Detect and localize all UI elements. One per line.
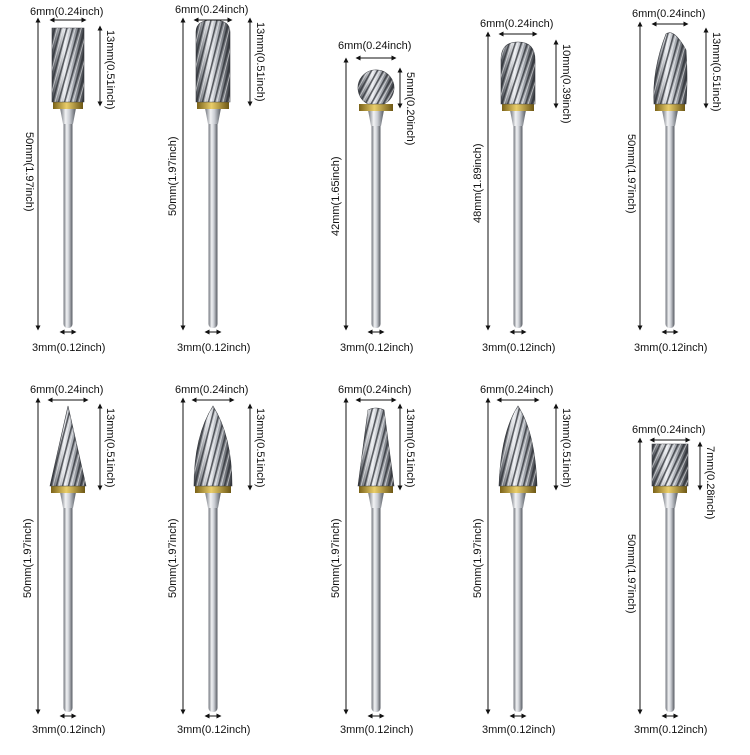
head-length-label: 13mm(0.51inch) bbox=[254, 408, 266, 488]
width-label: 6mm(0.24inch) bbox=[632, 8, 706, 20]
neck bbox=[368, 492, 384, 508]
neck bbox=[205, 492, 221, 508]
brass-collar bbox=[500, 486, 536, 493]
shank bbox=[514, 500, 523, 712]
brass-collar bbox=[197, 102, 229, 109]
shank bbox=[64, 500, 73, 712]
width-label: 6mm(0.24inch) bbox=[30, 384, 104, 396]
shank bbox=[514, 118, 523, 328]
head-length-label: 13mm(0.51inch) bbox=[404, 408, 416, 488]
neck bbox=[510, 492, 526, 508]
brass-collar bbox=[53, 102, 83, 109]
brass-collar bbox=[195, 486, 231, 493]
shank bbox=[64, 116, 73, 328]
width-label: 6mm(0.24inch) bbox=[175, 384, 249, 396]
neck bbox=[60, 492, 76, 508]
shank bbox=[209, 500, 218, 712]
shank-diameter-label: 3mm(0.12inch) bbox=[340, 724, 414, 736]
head-length-label: 10mm(0.39inch) bbox=[560, 44, 572, 124]
total-length-label: 42mm(1.65inch) bbox=[330, 156, 342, 236]
total-length-label: 50mm(1.97inch) bbox=[167, 136, 179, 216]
brass-collar bbox=[655, 104, 685, 111]
shank bbox=[372, 500, 381, 712]
shank bbox=[209, 116, 218, 328]
shank bbox=[666, 500, 675, 712]
total-length-label: 50mm(1.97inch) bbox=[167, 518, 179, 598]
brass-collar bbox=[359, 104, 393, 111]
total-length-label: 50mm(1.97inch) bbox=[472, 518, 484, 598]
neck bbox=[662, 492, 678, 508]
shank-diameter-label: 3mm(0.12inch) bbox=[634, 724, 708, 736]
head-length-label: 13mm(0.51inch) bbox=[104, 30, 116, 110]
head-length-label: 13mm(0.51inch) bbox=[254, 22, 266, 102]
total-length-label: 50mm(1.97inch) bbox=[625, 134, 637, 214]
shank-diameter-label: 3mm(0.12inch) bbox=[340, 342, 414, 354]
shank bbox=[372, 118, 381, 328]
width-label: 6mm(0.24inch) bbox=[338, 40, 412, 52]
brass-collar bbox=[51, 486, 85, 493]
shank-diameter-label: 3mm(0.12inch) bbox=[177, 342, 251, 354]
total-length-label: 50mm(1.97inch) bbox=[625, 534, 637, 614]
shank-diameter-label: 3mm(0.12inch) bbox=[482, 724, 556, 736]
total-length-label: 50mm(1.97inch) bbox=[22, 518, 34, 598]
neck bbox=[368, 110, 384, 126]
shank-diameter-label: 3mm(0.12inch) bbox=[32, 342, 106, 354]
head-length-label: 13mm(0.51inch) bbox=[104, 408, 116, 488]
head-length-label: 5mm(0.20inch) bbox=[404, 72, 416, 146]
total-length-label: 50mm(1.97inch) bbox=[23, 132, 35, 212]
width-label: 6mm(0.24inch) bbox=[175, 4, 249, 16]
width-label: 6mm(0.24inch) bbox=[480, 18, 554, 30]
brass-collar bbox=[359, 486, 393, 493]
total-length-label: 50mm(1.97inch) bbox=[330, 518, 342, 598]
head-length-label: 7mm(0.28inch) bbox=[704, 446, 716, 520]
brass-collar bbox=[502, 104, 534, 111]
shank-diameter-label: 3mm(0.12inch) bbox=[32, 724, 106, 736]
width-label: 6mm(0.24inch) bbox=[480, 384, 554, 396]
neck bbox=[60, 108, 76, 124]
width-label: 6mm(0.24inch) bbox=[338, 384, 412, 396]
head-length-label: 13mm(0.51inch) bbox=[710, 32, 722, 112]
shank-diameter-label: 3mm(0.12inch) bbox=[482, 342, 556, 354]
width-label: 6mm(0.24inch) bbox=[632, 424, 706, 436]
head-length-label: 13mm(0.51inch) bbox=[560, 408, 572, 488]
brass-collar bbox=[653, 486, 687, 493]
neck bbox=[205, 108, 221, 124]
shank bbox=[666, 118, 675, 328]
total-length-label: 48mm(1.89inch) bbox=[472, 143, 484, 223]
shank-diameter-label: 3mm(0.12inch) bbox=[634, 342, 708, 354]
width-label: 6mm(0.24inch) bbox=[30, 6, 104, 18]
neck bbox=[662, 110, 678, 126]
shank-diameter-label: 3mm(0.12inch) bbox=[177, 724, 251, 736]
neck bbox=[510, 110, 526, 126]
